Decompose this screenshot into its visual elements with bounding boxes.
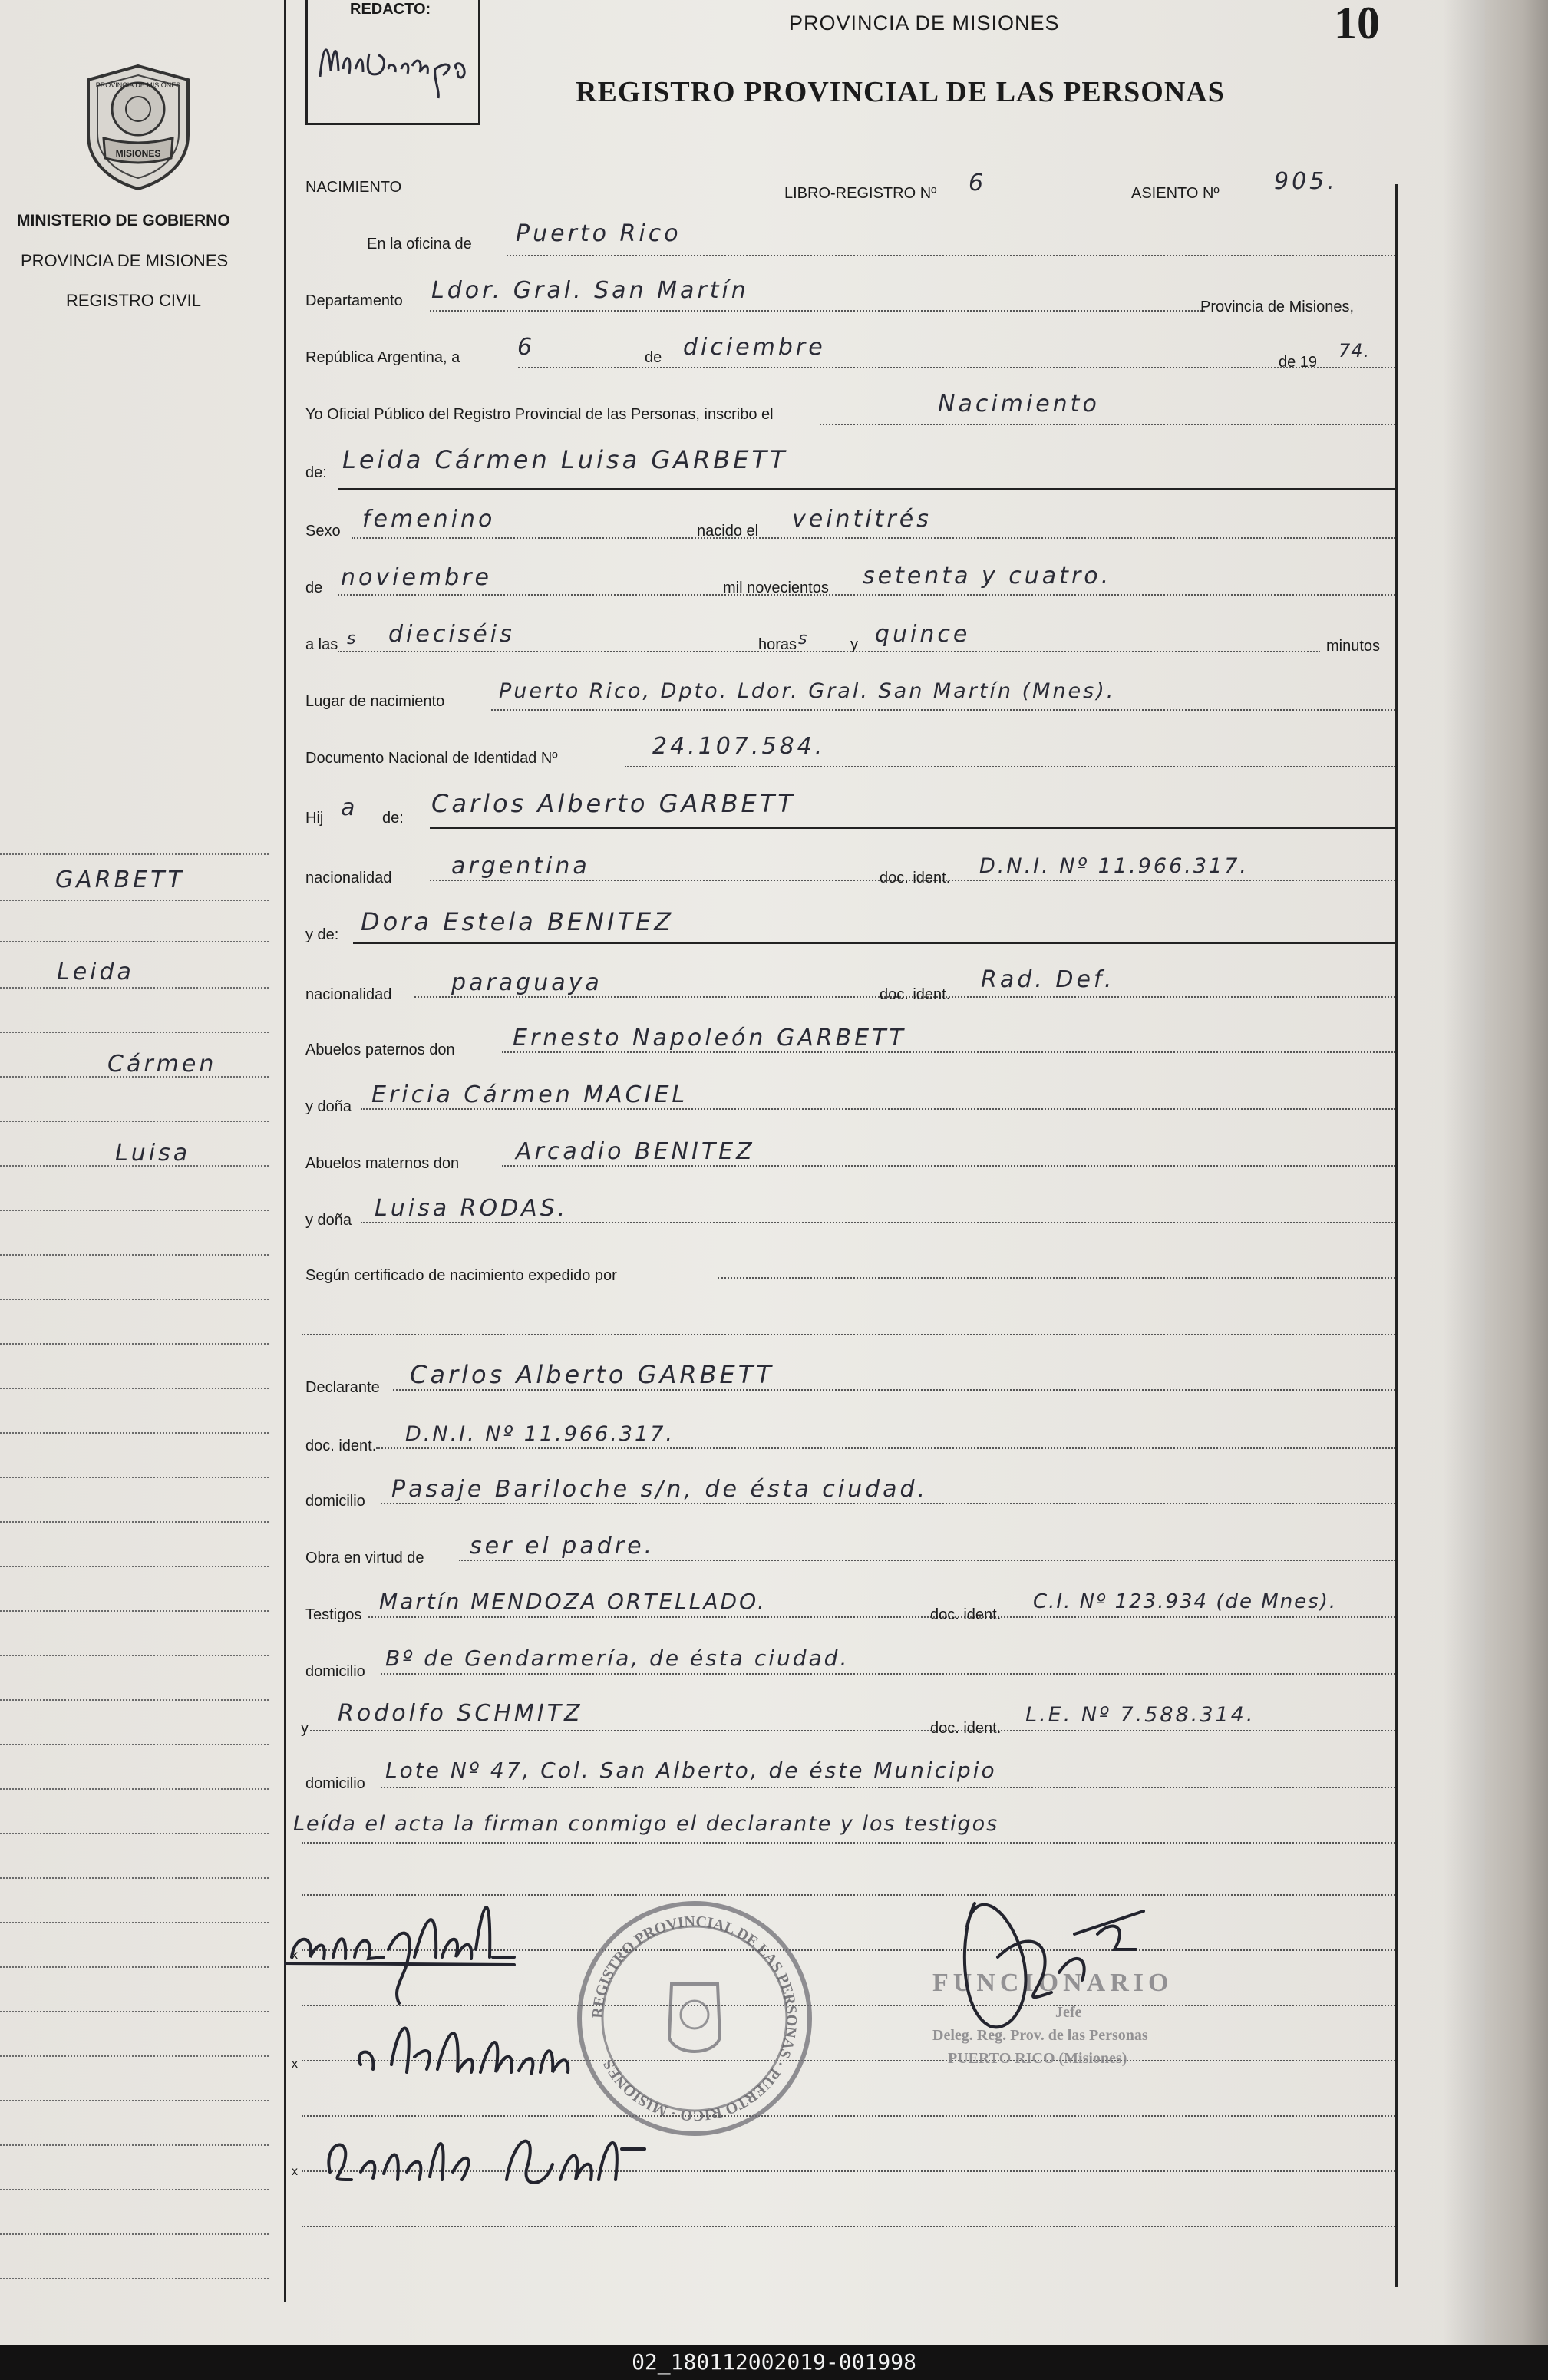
witness-signature-1 [359, 2028, 568, 2075]
agency-office: REGISTRO CIVIL [66, 291, 202, 310]
label-de-mes: de [645, 349, 662, 366]
stamp-line-2: Jefe [1055, 2004, 1082, 2021]
value-asiento: 905. [1274, 168, 1338, 195]
label-provincia: Provincia de Misiones, [1200, 299, 1355, 315]
value-doc-t1: C.I. Nº 123.934 (de Mnes). [1033, 1590, 1338, 1613]
margin-name-2: Cármen [107, 1051, 217, 1078]
label-republica: República Argentina, a [305, 349, 460, 366]
value-nacido: veintitrés [792, 506, 932, 533]
value-abuela-pat: Ericia Cármen MACIEL [371, 1081, 688, 1108]
label-abuelos-maternos: Abuelos maternos don [305, 1155, 460, 1172]
margin-name-3: Luisa [115, 1140, 191, 1167]
label-mil: mil novecientos [723, 579, 829, 596]
value-hora-prefix: s [347, 629, 357, 649]
label-doc-decl: doc. ident. [305, 1438, 377, 1454]
official-signature [965, 1903, 1144, 2027]
value-sexo: femenino [362, 506, 496, 533]
label-hij-de: de: [382, 810, 404, 827]
value-anio: 74. [1338, 340, 1371, 361]
right-border [1395, 184, 1398, 2287]
margin-surname: GARBETT [55, 867, 185, 893]
value-mes: diciembre [683, 334, 826, 361]
province-crest-icon [81, 61, 196, 192]
agency-province: PROVINCIA DE MISIONES [21, 251, 229, 270]
footer-code: 02_180112002019-001998 [632, 2349, 916, 2375]
crest-ribbon: MISIONES [115, 148, 161, 159]
redacto-label: REDACTO: [350, 1, 431, 18]
redacto-box [305, 0, 480, 125]
label-segun: Según certificado de nacimiento expedido por [305, 1267, 617, 1284]
header-province: PROVINCIA DE MISIONES [789, 12, 1060, 35]
label-documento: Documento Nacional de Identidad Nº [305, 750, 558, 767]
label-hij: Hij [305, 810, 324, 827]
page-edge [1485, 0, 1548, 2345]
value-padre: Carlos Alberto GARBETT [431, 789, 796, 818]
label-departamento: Departamento [305, 292, 403, 309]
value-doc-decl: D.N.I. Nº 11.966.317. [405, 1422, 675, 1446]
value-nac-padre: argentina [451, 853, 590, 880]
value-anio-nac: setenta y cuatro. [863, 563, 1112, 589]
value-doc-madre: Rad. Def. [981, 966, 1115, 993]
page-number: 10 [1334, 0, 1380, 48]
value-dia: 6 [517, 334, 536, 361]
label-testigos: Testigos [305, 1606, 362, 1623]
value-testigo1: Martín MENDOZA ORTELLADO. [379, 1589, 767, 1614]
value-abuelo-mat: Arcadio BENITEZ [516, 1138, 755, 1165]
label-nac-madre: nacionalidad [305, 986, 392, 1003]
label-nacimiento: NACIMIENTO [305, 179, 402, 196]
value-obra: ser el padre. [470, 1533, 655, 1560]
value-libro: 6 [969, 170, 987, 196]
label-nac-padre: nacionalidad [305, 870, 392, 886]
label-libro: LIBRO-REGISTRO Nº [784, 185, 937, 202]
signature-mark-3: x [292, 2165, 298, 2178]
value-dni: 24.107.584. [652, 733, 826, 760]
value-departamento: Ldor. Gral. San Martín [431, 277, 749, 304]
value-nombre: Leida Cármen Luisa GARBETT [342, 445, 788, 474]
value-declarante: Carlos Alberto GARBETT [410, 1360, 774, 1389]
label-obra: Obra en virtud de [305, 1550, 424, 1566]
label-a-las: a las [305, 636, 338, 653]
label-yo-oficial: Yo Oficial Público del Registro Provincial de las Personas, inscribo el [305, 406, 774, 423]
margin-name-1: Leida [57, 959, 134, 985]
signature-mark-1: x [292, 1949, 298, 1962]
seal-text: REGISTRO PROVINCIAL DE LAS PERSONAS · PUERTO RICO · MISIONES [589, 1913, 800, 2124]
label-horas: horas [758, 636, 797, 653]
stamp-line-4: PUERTO RICO (Misiones) [948, 2050, 1127, 2067]
label-oficina: En la oficina de [367, 236, 472, 253]
label-y-min: y [850, 636, 858, 653]
value-cierre: Leída el acta la firman conmigo el declarante y los testigos [293, 1812, 999, 1836]
label-lugar: Lugar de nacimiento [305, 693, 445, 710]
value-acto: Nacimiento [938, 391, 1100, 418]
label-de-year: de 19 [1279, 354, 1318, 371]
agency-ministry: MINISTERIO DE GOBIERNO [17, 212, 230, 229]
value-hij-suffix: a [341, 794, 358, 821]
label-declarante: Declarante [305, 1379, 380, 1396]
value-lugar: Puerto Rico, Dpto. Ldor. Gral. San Martín (Mnes). [499, 679, 1116, 703]
value-hora-suffix: s [798, 629, 808, 649]
value-mes-nac: noviembre [341, 564, 492, 591]
value-dom-t2: Lote Nº 47, Col. San Alberto, de éste Municipio [385, 1758, 997, 1783]
label-domicilio-decl: domicilio [305, 1493, 365, 1510]
label-doc-t1: doc. ident. [930, 1606, 1002, 1623]
page-shadow [1443, 0, 1485, 2345]
value-nac-madre: paraguaya [451, 969, 602, 996]
crest-inscription: PROVINCIA DE MISIONES [95, 81, 181, 89]
value-doc-padre: D.N.I. Nº 11.966.317. [979, 854, 1249, 878]
label-minutos: minutos [1326, 638, 1381, 655]
signature-mark-2: x [292, 2058, 298, 2071]
value-dom-t1: Bº de Gendarmería, de ésta ciudad. [385, 1646, 850, 1671]
stamp-line-3: Deleg. Reg. Prov. de las Personas [932, 2027, 1148, 2044]
label-doc-padre: doc. ident. [880, 870, 951, 886]
label-doc-t2: doc. ident. [930, 1720, 1002, 1737]
label-nacido: nacido el [697, 523, 759, 540]
label-y-dona-pat: y doña [305, 1098, 352, 1115]
label-asiento: ASIENTO Nº [1131, 185, 1220, 202]
label-domicilio-t1: domicilio [305, 1663, 365, 1680]
label-y-dona-mat: y doña [305, 1212, 352, 1229]
value-minutos: quince [875, 621, 971, 648]
witness-signature-2 [328, 2141, 645, 2183]
label-y-de: y de: [305, 926, 339, 943]
value-hora: dieciséis [388, 621, 515, 648]
label-y-testigo2: y [301, 1720, 309, 1737]
label-de-mes-nac: de [305, 579, 323, 596]
label-sexo: Sexo [305, 523, 341, 540]
declarante-signature [284, 1907, 514, 2003]
value-doc-t2: L.E. Nº 7.588.314. [1025, 1703, 1256, 1727]
header-registry: REGISTRO PROVINCIAL DE LAS PERSONAS [576, 76, 1225, 108]
value-abuelo-pat: Ernesto Napoleón GARBETT [513, 1025, 906, 1051]
label-doc-madre: doc. ident. [880, 986, 951, 1003]
stamp-line-1: FUNCIONARIO [932, 1969, 1173, 1997]
value-madre: Dora Estela BENITEZ [361, 907, 675, 936]
value-testigo2: Rodolfo SCHMITZ [338, 1700, 583, 1727]
label-abuelos-paternos: Abuelos paternos don [305, 1041, 455, 1058]
value-domicilio-decl: Pasaje Bariloche s/n, de ésta ciudad. [391, 1476, 929, 1503]
value-oficina: Puerto Rico [516, 220, 682, 247]
redacto-signature [312, 23, 474, 107]
label-de-nombre: de: [305, 464, 327, 481]
value-abuela-mat: Luisa RODAS. [375, 1195, 569, 1222]
signatures [284, 1842, 1282, 2226]
label-domicilio-t2: domicilio [305, 1775, 365, 1792]
